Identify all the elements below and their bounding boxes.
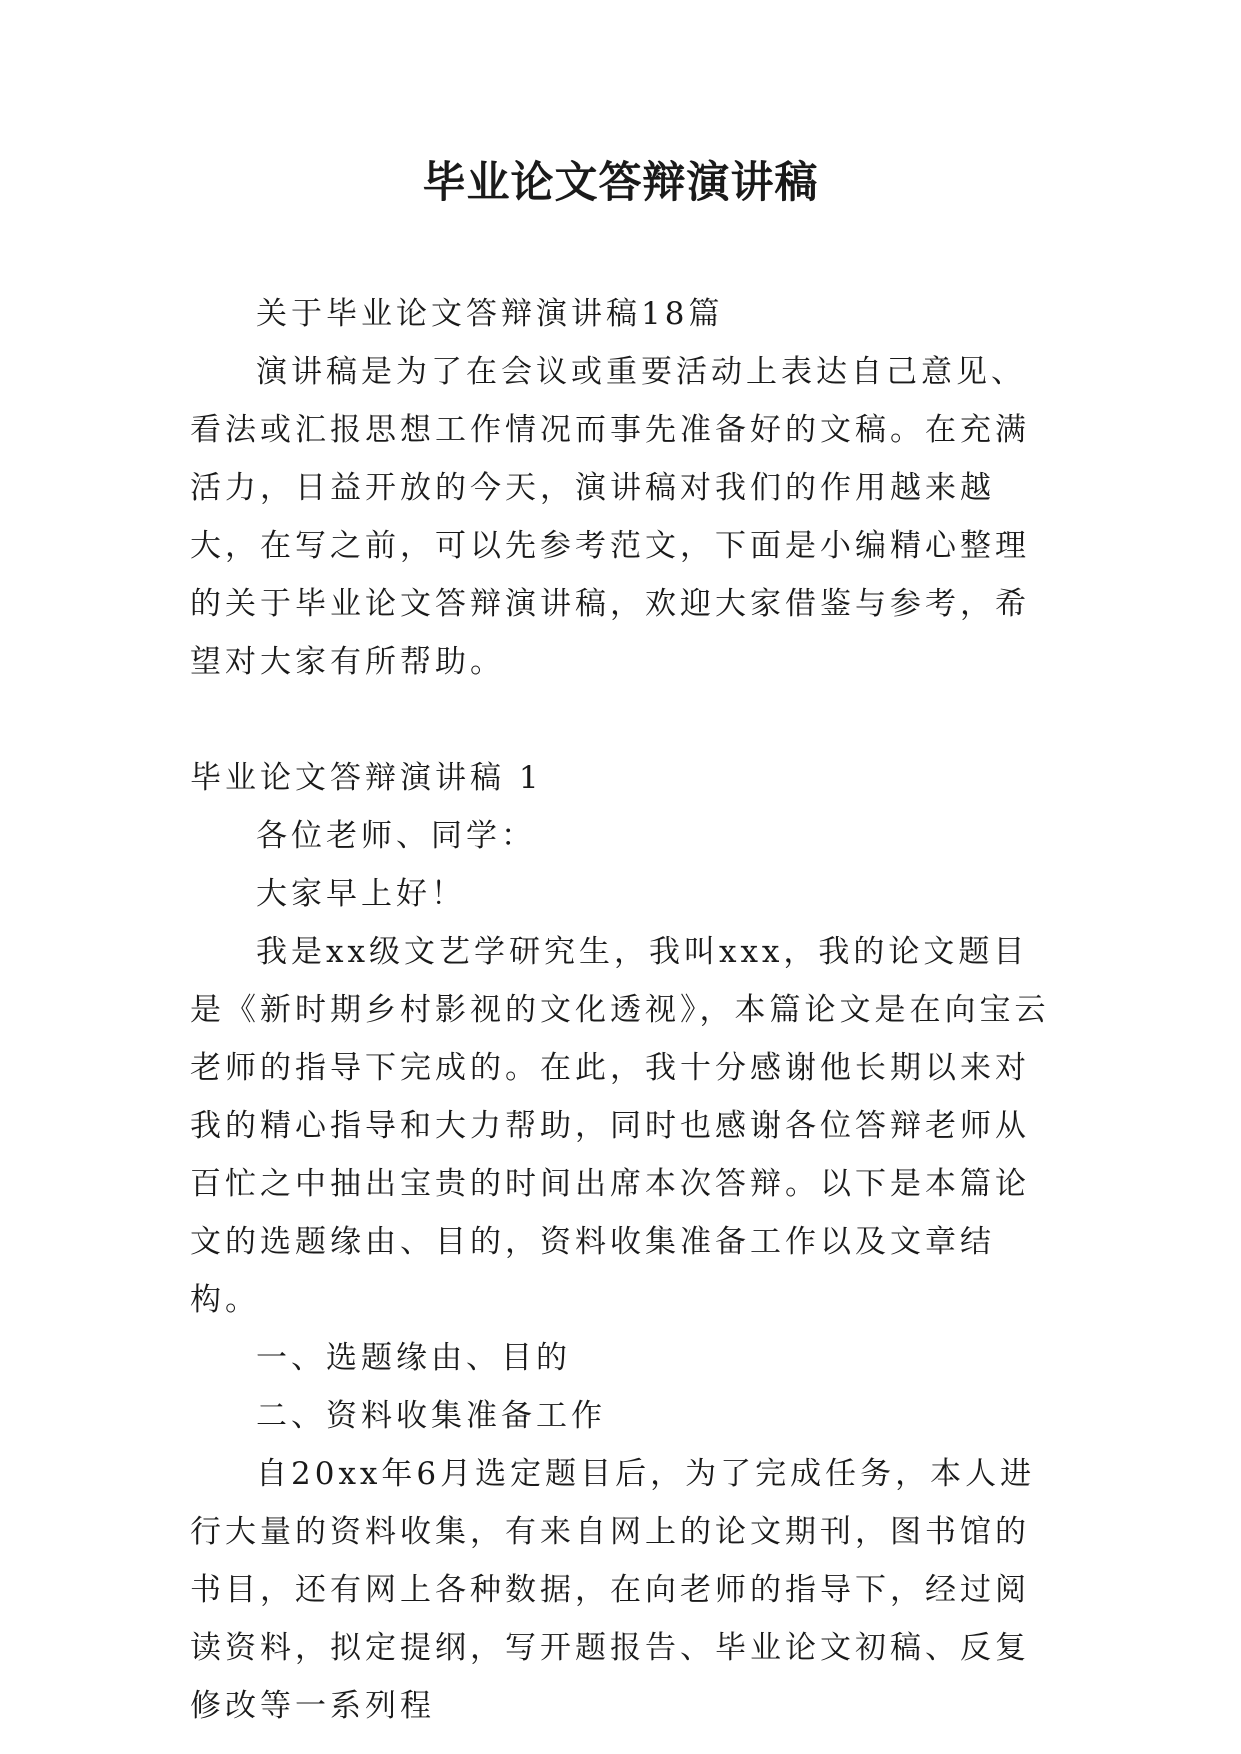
morning-greeting: 大家早上好！ — [256, 876, 466, 912]
point-two-heading: 二、资料收集准备工作 — [256, 1398, 606, 1434]
intro-paragraph: 演讲稿是为了在会议或重要活动上表达自己意见、看法或汇报思想工作情况而事先准备好的文稿。在充满活力，日益开放的今天，演讲稿对我们的作用越来越大，在写之前，可以先参考范文，下面是小编精心整理的关于毕业论文答辩演讲稿，欢迎大家借鉴与参考，希望对大家有所帮助。 — [190, 354, 1030, 680]
document-title: 毕业论文答辩演讲稿 — [422, 158, 819, 208]
collection-paragraph: 自20xx年6月选定题目后，为了完成任务，本人进行大量的资料收集，有来自网上的论文期刊，图书馆的书目，还有网上各种数据，在向老师的指导下，经过阅读资料，拟定提纲，写开题报告、毕业论文初稿、反复修改等一系列程 — [190, 1456, 1036, 1724]
point-one-heading: 一、选题缘由、目的 — [256, 1340, 571, 1376]
greeting-line: 各位老师、同学： — [256, 818, 536, 854]
document-body — [190, 285, 1060, 1735]
self-intro-paragraph: 我是xx级文艺学研究生，我叫xxx，我的论文题目是《新时期乡村影视的文化透视》，本篇论文是在向宝云老师的指导下完成的。在此，我十分感谢他长期以来对我的精心指导和大力帮助，同时也感谢各位答辩老师从百忙之中抽出宝贵的时间出席本次答辩。以下是本篇论文的选题缘由、目的，资料收集准备工作以及文章结构。 — [190, 934, 1050, 1318]
paragraph-spacer — [190, 691, 1060, 749]
section-heading: 毕业论文答辩演讲稿 1 — [190, 760, 543, 796]
document-subtitle: 关于毕业论文答辩演讲稿18篇 — [256, 296, 724, 332]
